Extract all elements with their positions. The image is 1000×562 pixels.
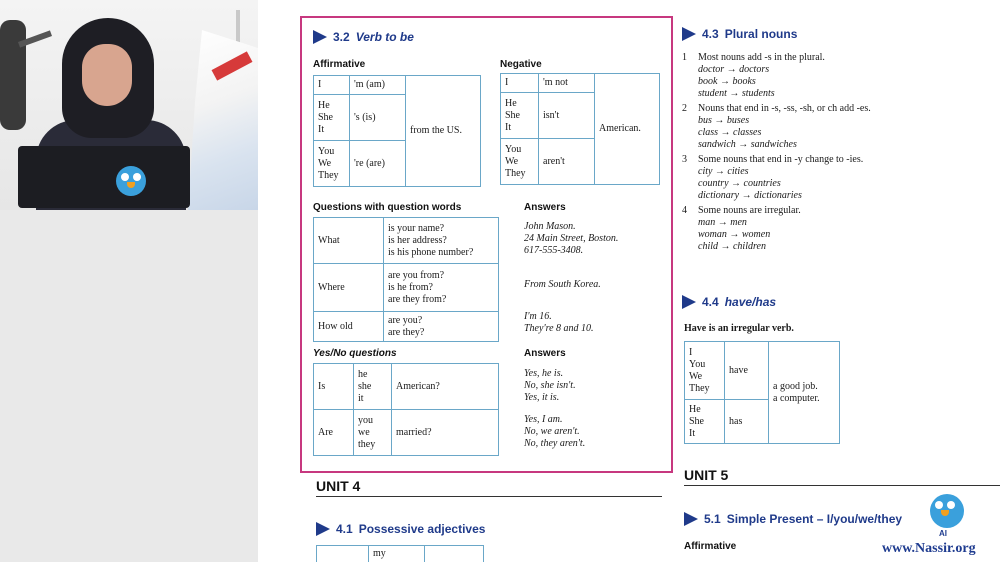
highlight-frame — [300, 16, 673, 473]
watermark-url: www.Nassir.org — [882, 541, 976, 556]
section-title: have/has — [724, 295, 777, 309]
triangle-icon — [682, 27, 696, 41]
laptop — [18, 146, 190, 208]
pronoun-cell: He She It — [685, 400, 725, 444]
question-word-cell: What — [314, 218, 384, 264]
rest-cell: American? — [392, 364, 499, 410]
list-item: 4 Some nouns are irregular. man → men woman → women child → children — [682, 205, 801, 252]
section-number: 4.1 — [336, 522, 353, 536]
yesno-answer-1: Yes, he is. No, she isn't. Yes, it is. — [524, 368, 576, 403]
wh-questions-label: Questions with question words — [313, 202, 462, 213]
verb-cell: 're (are) — [350, 141, 406, 187]
question-word-cell: Where — [314, 264, 384, 312]
logo-text: AI — [939, 529, 947, 538]
possessive-table — [316, 545, 484, 562]
verb-cell: isn't — [539, 93, 595, 139]
yesno-answer-2: Yes, I am. No, we aren't. No, they aren't. — [524, 414, 586, 449]
section-4-1-heading — [316, 522, 485, 536]
complement-cell: American. — [595, 74, 660, 185]
pronoun-cell: I You We They — [685, 342, 725, 400]
pronoun-cell: I — [501, 74, 539, 93]
affirmative-label: Affirmative — [313, 59, 366, 70]
list-item: 1 Most nouns add -s in the plural. doctor → doctors book → books student → students — [682, 52, 825, 99]
table-cell — [425, 546, 484, 562]
verb-cell: aren't — [539, 139, 595, 185]
list-item: 3 Some nouns that end in -y change to -ies. city → cities country → countries dictionary → dictionaries — [682, 154, 864, 201]
verb-cell: 'm not — [539, 74, 595, 93]
pronoun-cell: he she it — [354, 364, 392, 410]
pronoun-cell: You We They — [314, 141, 350, 187]
unit-4-rule — [316, 496, 662, 497]
verb-cell: have — [725, 342, 769, 400]
wh-answer-1: John Mason. 24 Main Street, Boston. 617-555-3408. — [524, 221, 619, 256]
section-4-4-heading — [682, 295, 776, 309]
rest-cell: married? — [392, 410, 499, 456]
pronoun-cell: He She It — [314, 95, 350, 141]
verb-cell: Is — [314, 364, 354, 410]
section-number: 4.3 — [702, 27, 719, 41]
section-title: Simple Present – I/you/we/they — [726, 512, 903, 526]
nassir-logo-icon — [930, 494, 964, 528]
presenter-face — [82, 44, 132, 106]
negative-label: Negative — [500, 59, 542, 70]
wh-answers-label: Answers — [524, 202, 566, 213]
wh-answer-3: I'm 16. They're 8 and 10. — [524, 311, 594, 334]
unit-4-title: UNIT 4 — [316, 478, 361, 494]
verb-cell: 's (is) — [350, 95, 406, 141]
wh-answer-2: From South Korea. — [524, 279, 601, 290]
list-item: 2 Nouns that end in -s, -ss, -sh, or ch add -es. bus → buses class → classes sandwich → sandwiches — [682, 103, 871, 150]
section-number: 4.4 — [702, 295, 719, 309]
complement-cell: a good job. a computer. — [769, 342, 840, 444]
verb-cell: 'm (am) — [350, 76, 406, 95]
complement-cell: from the US. — [406, 76, 481, 187]
section-4-3-heading — [682, 27, 797, 41]
triangle-icon — [684, 512, 698, 526]
verb-cell: Are — [314, 410, 354, 456]
verb-cell: has — [725, 400, 769, 444]
triangle-icon — [682, 295, 696, 309]
webcam-overlay — [0, 0, 258, 210]
unit-5-affirmative-label: Affirmative — [684, 541, 737, 552]
plural-rules-list — [682, 52, 982, 253]
question-cell: are you from? is he from? are they from? — [384, 264, 499, 312]
question-cell: is your name? is her address? is his phone number? — [384, 218, 499, 264]
section-5-1-heading — [684, 512, 902, 526]
pronoun-cell: you we they — [354, 410, 392, 456]
yesno-questions-label: Yes/No questions — [313, 348, 397, 359]
question-cell: are you? are they? — [384, 312, 499, 342]
have-note: Have is an irregular verb. — [684, 323, 794, 334]
microphone — [0, 20, 26, 130]
table-cell: my — [369, 546, 425, 562]
section-number: 5.1 — [704, 512, 721, 526]
mascot-bird-icon — [116, 166, 146, 196]
pronoun-cell: He She It — [501, 93, 539, 139]
pronoun-cell: I — [314, 76, 350, 95]
have-has-table — [684, 341, 840, 444]
unit-5-title: UNIT 5 — [684, 467, 729, 483]
question-word-cell: How old — [314, 312, 384, 342]
section-title: Plural nouns — [724, 27, 798, 41]
triangle-icon — [316, 522, 330, 536]
yesno-answers-label: Answers — [524, 348, 566, 359]
unit-5-rule — [684, 485, 1000, 486]
section-title: Verb to be — [355, 30, 414, 44]
pronoun-cell: You We They — [501, 139, 539, 185]
section-title: Possessive adjectives — [358, 522, 486, 536]
table-cell — [317, 546, 369, 562]
section-number: 3.2 — [333, 30, 350, 44]
